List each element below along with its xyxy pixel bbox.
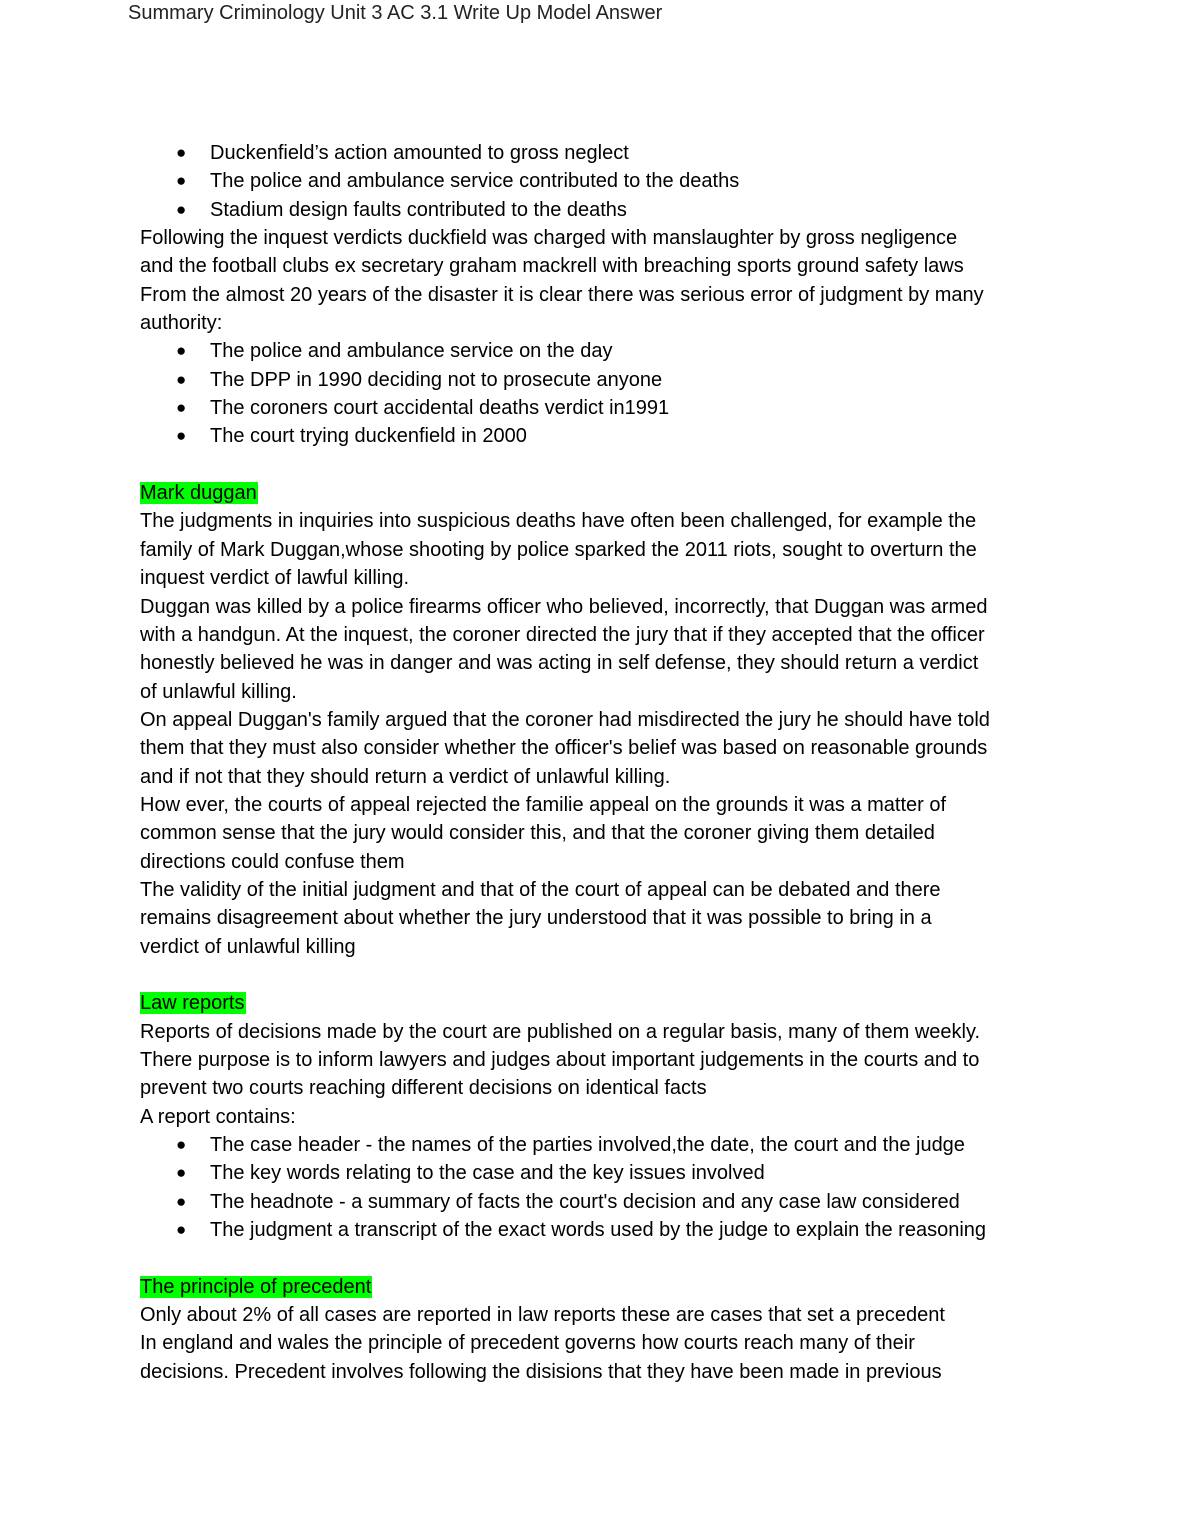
list-item (140, 139, 1100, 167)
paragraph-line: How ever, the courts of appeal rejected the familie appeal on the grounds it was a matter of (140, 793, 947, 816)
paragraph-line: Following the inquest verdicts duckfield was charged with manslaughter by gross negligence (140, 227, 958, 250)
highlighted-heading-text: Mark duggan (140, 482, 257, 505)
highlighted-heading-text: The principle of precedent (140, 1275, 372, 1298)
paragraph-line: with a handgun. At the inquest, the coroner directed the jury that if they accepted that the officer (140, 623, 985, 646)
list-item (140, 1188, 1100, 1216)
bullet-icon: ● (176, 171, 187, 191)
section-heading (140, 479, 1100, 507)
list-item-text: The police and ambulance service on the day (210, 340, 613, 363)
blank-line (140, 961, 1100, 989)
list-item-text: The case header - the names of the parties involved,the date, the court and the judge (210, 1134, 965, 1157)
list-item (140, 422, 1100, 450)
list-item-text: The DPP in 1990 deciding not to prosecute anyone (210, 368, 663, 391)
paragraph-line: The validity of the initial judgment and that of the court of appeal can be debated and there (140, 878, 941, 901)
paragraph-line: Only about 2% of all cases are reported in law reports these are cases that set a precedent (140, 1304, 945, 1327)
paragraph-line: decisions. Precedent involves following the disisions that they have been made in previous (140, 1360, 942, 1383)
highlighted-heading-text: Law reports (140, 992, 245, 1015)
list-item-text: The key words relating to the case and the key issues involved (210, 1162, 765, 1185)
document-body (140, 139, 1100, 1386)
blank-line (140, 451, 1100, 479)
paragraph-line: and the football clubs ex secretary graham mackrell with breaching sports ground safety laws (140, 255, 964, 278)
blank-line (140, 1244, 1100, 1272)
document-title: Summary Criminology Unit 3 AC 3.1 Write Up Model Answer (128, 2, 663, 24)
bullet-icon: ● (176, 398, 187, 418)
list-item-text: The coroners court accidental deaths verdict in1991 (210, 397, 670, 420)
bullet-icon: ● (176, 1163, 187, 1183)
list-item-text: Stadium design faults contributed to the deaths (210, 198, 627, 221)
paragraph-line: and if not that they should return a verdict of unlawful killing. (140, 765, 671, 788)
bullet-icon: ● (176, 1220, 187, 1240)
bullet-icon: ● (176, 199, 187, 219)
paragraph-line: Duggan was killed by a police firearms officer who believed, incorrectly, that Duggan was armed (140, 595, 988, 618)
list-item (140, 1131, 1100, 1159)
list-item-text: The court trying duckenfield in 2000 (210, 425, 527, 448)
paragraph-line: authority: (140, 312, 223, 335)
list-item (140, 167, 1100, 195)
paragraph-line: The judgments in inquiries into suspicious deaths have often been challenged, for example the (140, 510, 977, 533)
paragraph-line: them that they must also consider whether the officer's belief was based on reasonable grounds (140, 737, 988, 760)
bullet-icon: ● (176, 369, 187, 389)
list-item-text: The headnote - a summary of facts the court's decision and any case law considered (210, 1190, 960, 1213)
paragraph-line: inquest verdict of lawful killing. (140, 567, 410, 590)
paragraph-line: family of Mark Duggan,whose shooting by police sparked the 2011 riots, sought to overturn the (140, 538, 977, 561)
paragraph-line: prevent two courts reaching different decisions on identical facts (140, 1077, 707, 1100)
section-heading (140, 1273, 1100, 1301)
paragraph-line: A report contains: (140, 1105, 296, 1128)
bullet-icon: ● (176, 341, 187, 361)
paragraph-line: honestly believed he was in danger and was acting in self defense, they should return a verdict (140, 652, 979, 675)
paragraph-line: From the almost 20 years of the disaster it is clear there was serious error of judgment by many (140, 283, 984, 306)
bullet-icon: ● (176, 426, 187, 446)
section-heading (140, 989, 1100, 1017)
paragraph-line: There purpose is to inform lawyers and judges about important judgements in the courts and to (140, 1049, 980, 1071)
list-item-text: Duckenfield’s action amounted to gross neglect (210, 142, 629, 164)
bullet-icon: ● (176, 143, 187, 162)
paragraph-line: remains disagreement about whether the jury understood that it was possible to bring in a (140, 907, 932, 930)
bullet-icon: ● (176, 1191, 187, 1211)
list-item (140, 196, 1100, 224)
list-item (140, 366, 1100, 394)
paragraph-line: In england and wales the principle of precedent governs how courts reach many of their (140, 1332, 915, 1355)
list-item (140, 337, 1100, 365)
paragraph-line: directions could confuse them (140, 850, 405, 873)
list-item-text: The police and ambulance service contributed to the deaths (210, 170, 740, 193)
paragraph-line: common sense that the jury would consider this, and that the coroner giving them detailed (140, 822, 935, 845)
list-item (140, 1216, 1100, 1244)
paragraph-line: Reports of decisions made by the court are published on a regular basis, many of them weekly. (140, 1020, 981, 1043)
list-item-text: The judgment a transcript of the exact words used by the judge to explain the reasoning (210, 1219, 987, 1242)
paragraph-line: of unlawful killing. (140, 680, 297, 703)
paragraph-line: On appeal Duggan's family argued that the coroner had misdirected the jury he should have told (140, 708, 990, 731)
list-item (140, 394, 1100, 422)
paragraph-line: verdict of unlawful killing (140, 935, 356, 958)
bullet-icon: ● (176, 1135, 187, 1155)
list-item (140, 1159, 1100, 1187)
